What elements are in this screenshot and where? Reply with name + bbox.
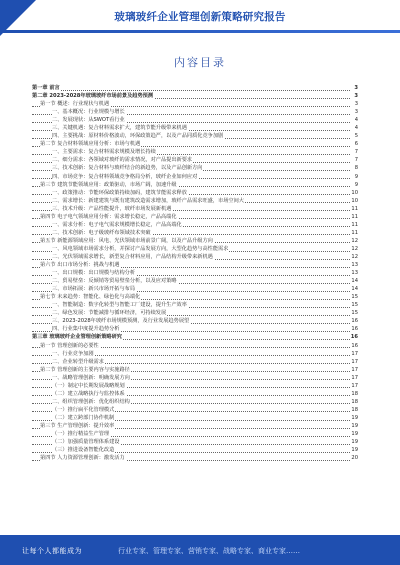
toc-entry-title: 第五节 新能源领域应用：风电、光伏领域市场前景广阔，以及产品升级方向 (40, 237, 213, 244)
table-of-contents (32, 84, 358, 462)
toc-entry[interactable] (32, 301, 358, 309)
toc-entry[interactable] (32, 197, 358, 205)
toc-entry[interactable] (32, 108, 358, 116)
toc-entry[interactable] (32, 237, 358, 245)
toc-entry-page: 3 (354, 101, 358, 108)
toc-entry-page: 9 (354, 173, 358, 180)
toc-entry-title: 二、光伏领域需求增长，新型复合材料应用，产品结构升级带来新机遇 (52, 253, 213, 260)
toc-entry-page: 17 (351, 366, 358, 373)
toc-entry[interactable] (32, 261, 358, 269)
toc-entry-page: 9 (354, 181, 358, 188)
toc-entry-page: 11 (351, 221, 358, 228)
toc-entry-page: 16 (351, 342, 358, 349)
toc-entry-title: 第三节 生产管理创新：提升效率 (40, 422, 115, 429)
header-rule (0, 30, 400, 33)
toc-entry-title: 三、技术创新：复合材料与玻纤结合的新趋势，以及产品创新方向 (52, 165, 203, 172)
toc-entry-page: 14 (351, 278, 358, 285)
toc-entry-page: 10 (351, 197, 358, 204)
toc-entry-page: 16 (351, 326, 358, 333)
toc-entry-title: 三、关键机遇：复合材料需求扩大，建筑节能升级带来机遇 (52, 125, 187, 132)
toc-entry-title: 一、基本概况：行业规模与增长 (52, 109, 125, 116)
toc-entry-title: 一、智能制造：数字化转型与智能工厂建设，提升生产效率 (52, 302, 187, 309)
toc-heading: 内容目录 (174, 56, 226, 69)
toc-entry[interactable] (32, 124, 358, 132)
toc-entry-page: 13 (351, 262, 358, 269)
toc-entry-page: 19 (351, 414, 358, 421)
toc-entry-title: 一、政策推动：节能环保政策持续加码，建筑节能需求释放 (52, 189, 187, 196)
toc-entry[interactable] (32, 438, 358, 446)
toc-entry-page: 19 (351, 447, 358, 454)
toc-entry-title: 二、技术创新：电子级玻纤布领域技术突破 (52, 229, 151, 236)
toc-entry[interactable] (32, 333, 358, 341)
toc-entry-page: 19 (351, 422, 358, 429)
toc-entry-page: 3 (354, 109, 358, 116)
toc-entry-title: 第一章 前言 (32, 85, 60, 91)
toc-entry-page: 3 (354, 93, 358, 100)
toc-entry-title: 二、组织管理创新：优化组织结构 (52, 398, 130, 405)
toc-entry-title: 第六节 出口市场分析：挑战与机遇 (40, 262, 120, 269)
toc-entry[interactable] (32, 221, 358, 229)
toc-entry-title: 第三节 建筑节能领域应用：政策驱动，市场广阔，加速升级 (40, 181, 177, 188)
toc-entry-page: 5 (354, 133, 358, 140)
toc-entry[interactable] (32, 229, 358, 237)
toc-entry[interactable] (32, 148, 358, 156)
toc-entry-title: 一、需求分析：电子电气需求规模增长稳定，产品高端化 (52, 221, 182, 228)
toc-entry[interactable] (32, 325, 358, 333)
toc-entry-title: （一）制定中长期发展战略规划 (52, 382, 125, 389)
toc-entry[interactable] (32, 253, 358, 261)
toc-entry-title: 四、主要挑战：原材料价格波动，环保政策趋严，以及产品同质化竞争加剧 (52, 133, 224, 140)
toc-entry-title: 四、市场竞争：复合材料领域竞争格局分析，玻纤企业如何应对 (52, 173, 198, 180)
toc-entry[interactable] (32, 285, 358, 293)
toc-leader-dots (32, 90, 350, 91)
toc-entry[interactable] (32, 382, 358, 390)
toc-entry-title: 一、行业竞争加剧 (52, 350, 94, 357)
toc-entry-title: （一）推行扁平化管理模式 (52, 406, 115, 413)
toc-entry[interactable] (32, 140, 358, 148)
toc-entry-title: 第二节 管理创新的主要内容与实施路径 (40, 366, 130, 373)
toc-entry-page: 3 (354, 85, 358, 91)
toc-entry-page: 11 (351, 205, 358, 212)
toc-entry[interactable] (32, 293, 358, 301)
footer-roles: 行业专家、管理专家、营销专家、战略专家、商业专家…… (118, 547, 300, 555)
toc-entry-title: 第四节 电子电气领域应用分析：需求增长稳定，产品高端化 (40, 213, 177, 220)
toc-entry[interactable] (32, 181, 358, 189)
toc-entry-page: 19 (351, 431, 358, 438)
toc-entry-page: 17 (351, 358, 358, 365)
toc-entry-page: 6 (354, 141, 358, 148)
toc-entry[interactable] (32, 92, 358, 100)
report-title: 玻璃玻纤企业管理创新策略研究报告 (114, 11, 286, 23)
page-footer (0, 535, 400, 565)
toc-entry[interactable] (32, 446, 358, 454)
toc-entry-page: 17 (351, 350, 358, 357)
toc-entry[interactable] (32, 390, 358, 398)
toc-entry-title: （二）建立跨部门协作机制 (52, 414, 115, 421)
toc-entry-page: 7 (354, 149, 358, 156)
toc-entry-page: 4 (354, 125, 358, 132)
toc-entry[interactable] (32, 414, 358, 422)
toc-entry-title: （三）推进设备智能化改造 (52, 447, 115, 454)
toc-entry-title: 二、发展现状：从SWOT看行业 (52, 117, 125, 124)
toc-entry[interactable] (32, 100, 358, 108)
toc-entry-title: 第三章 玻璃玻纤企业管理创新策略研究 (32, 334, 122, 341)
toc-entry-title: 二、绿色发展：节能减排与循环经济，可持续发展 (52, 310, 167, 317)
toc-entry-page: 12 (351, 237, 358, 244)
toc-entry[interactable] (32, 132, 358, 140)
toc-entry-page: 18 (351, 390, 358, 397)
toc-entry[interactable] (32, 342, 358, 350)
toc-entry-title: 三、市场拓展：新兴市场开拓与布局 (52, 286, 136, 293)
toc-entry-page: 15 (351, 294, 358, 301)
toc-entry-title: 三、技术升级：产品性能提升，玻纤市场发展新机遇 (52, 205, 172, 212)
toc-entry-title: 二、企业转型升级需求 (52, 358, 104, 365)
toc-entry-page: 19 (351, 439, 358, 446)
toc-entry-page: 17 (351, 374, 358, 381)
toc-entry-title: 第一节 管理创新的必要性 (40, 342, 99, 349)
toc-entry[interactable] (32, 309, 358, 317)
toc-entry-title: 一、战略管理创新：明确发展方向 (52, 374, 130, 381)
toc-entry-title: 四、行业集中度提升趋势分析 (52, 326, 120, 333)
toc-entry[interactable] (32, 358, 358, 366)
toc-entry-page: 20 (351, 455, 358, 462)
toc-entry[interactable] (32, 245, 358, 253)
toc-entry-page: 16 (350, 334, 358, 341)
toc-entry-page: 12 (351, 253, 358, 260)
toc-entry[interactable] (32, 454, 358, 462)
toc-entry-title: （二）加强质量管理体系建设 (52, 439, 120, 446)
toc-entry[interactable] (32, 317, 358, 325)
toc-entry-title: 二、细分需求：各领域对玻纤的需求情况，对产品提出新要求 (52, 157, 193, 164)
toc-entry-page: 17 (351, 382, 358, 389)
toc-entry-title: 三、2023-2028年玻纤市场规模预测，及行业发展趋势展望 (52, 318, 190, 325)
toc-entry[interactable] (32, 205, 358, 213)
toc-entry-title: 第四节 人力资源管理创新：激发活力 (40, 455, 125, 462)
toc-entry[interactable] (32, 164, 358, 172)
toc-entry-title: 第二章 2023-2028年玻璃玻纤市场前景及趋势预测 (32, 93, 154, 100)
footer-tagline: 让每个人都能成为 (22, 547, 82, 555)
toc-entry-title: 第七节 未来趋势：智能化、绿色化与高端化 (40, 294, 141, 301)
toc-entry[interactable] (32, 84, 358, 92)
toc-entry-title: （一）推行精益生产管理 (52, 431, 110, 438)
toc-entry-page: 8 (354, 165, 358, 172)
toc-entry[interactable] (32, 156, 358, 164)
toc-entry-page: 12 (351, 245, 358, 252)
toc-entry[interactable] (32, 189, 358, 197)
toc-entry[interactable] (32, 116, 358, 124)
toc-entry-title: 第二节 复合材料领域应用分析：市场与机遇 (40, 141, 141, 148)
toc-entry[interactable] (32, 422, 358, 430)
page-header (0, 0, 400, 38)
toc-entry-page: 11 (351, 213, 358, 220)
toc-entry-page: 16 (351, 318, 358, 325)
toc-entry[interactable] (32, 173, 358, 181)
toc-entry-page: 15 (351, 310, 358, 317)
toc-entry-page: 10 (351, 189, 358, 196)
toc-entry-page: 13 (351, 270, 358, 277)
toc-entry-title: 一、主要需求：复合材料需求规模及增长持续 (52, 149, 156, 156)
toc-entry-title: 二、需求增长：新建建筑与既有建筑改造需求增加，玻纤产品需求旺盛，市场空间大 (52, 197, 244, 204)
toc-entry[interactable] (32, 406, 358, 414)
toc-entry[interactable] (32, 398, 358, 406)
toc-entry-title: 一、风电领域市场需求分析，并探讨产品发展方向，大型化趋势与高性能需求 (52, 245, 229, 252)
toc-entry[interactable] (32, 430, 358, 438)
toc-entry-page: 14 (351, 286, 358, 293)
toc-entry-title: 二、贸易壁垒：反倾销等贸易壁垒分析，以及应对策略 (52, 278, 177, 285)
toc-entry-title: 第一节 概述：行业现状与机遇 (40, 101, 110, 108)
toc-entry-page: 15 (351, 302, 358, 309)
toc-entry-page: 18 (351, 406, 358, 413)
toc-entry-title: （二）建立战略执行与监控体系 (52, 390, 125, 397)
toc-entry[interactable] (32, 213, 358, 221)
toc-entry-page: 4 (354, 117, 358, 124)
toc-entry-page: 18 (351, 398, 358, 405)
toc-entry[interactable] (32, 350, 358, 358)
toc-entry-page: 7 (354, 157, 358, 164)
toc-entry[interactable] (32, 366, 358, 374)
toc-entry[interactable] (32, 269, 358, 277)
toc-entry-page: 11 (351, 229, 358, 236)
toc-entry-title: 一、出口规模：出口规模与结构分析 (52, 270, 136, 277)
toc-entry[interactable] (32, 277, 358, 285)
toc-entry[interactable] (32, 374, 358, 382)
